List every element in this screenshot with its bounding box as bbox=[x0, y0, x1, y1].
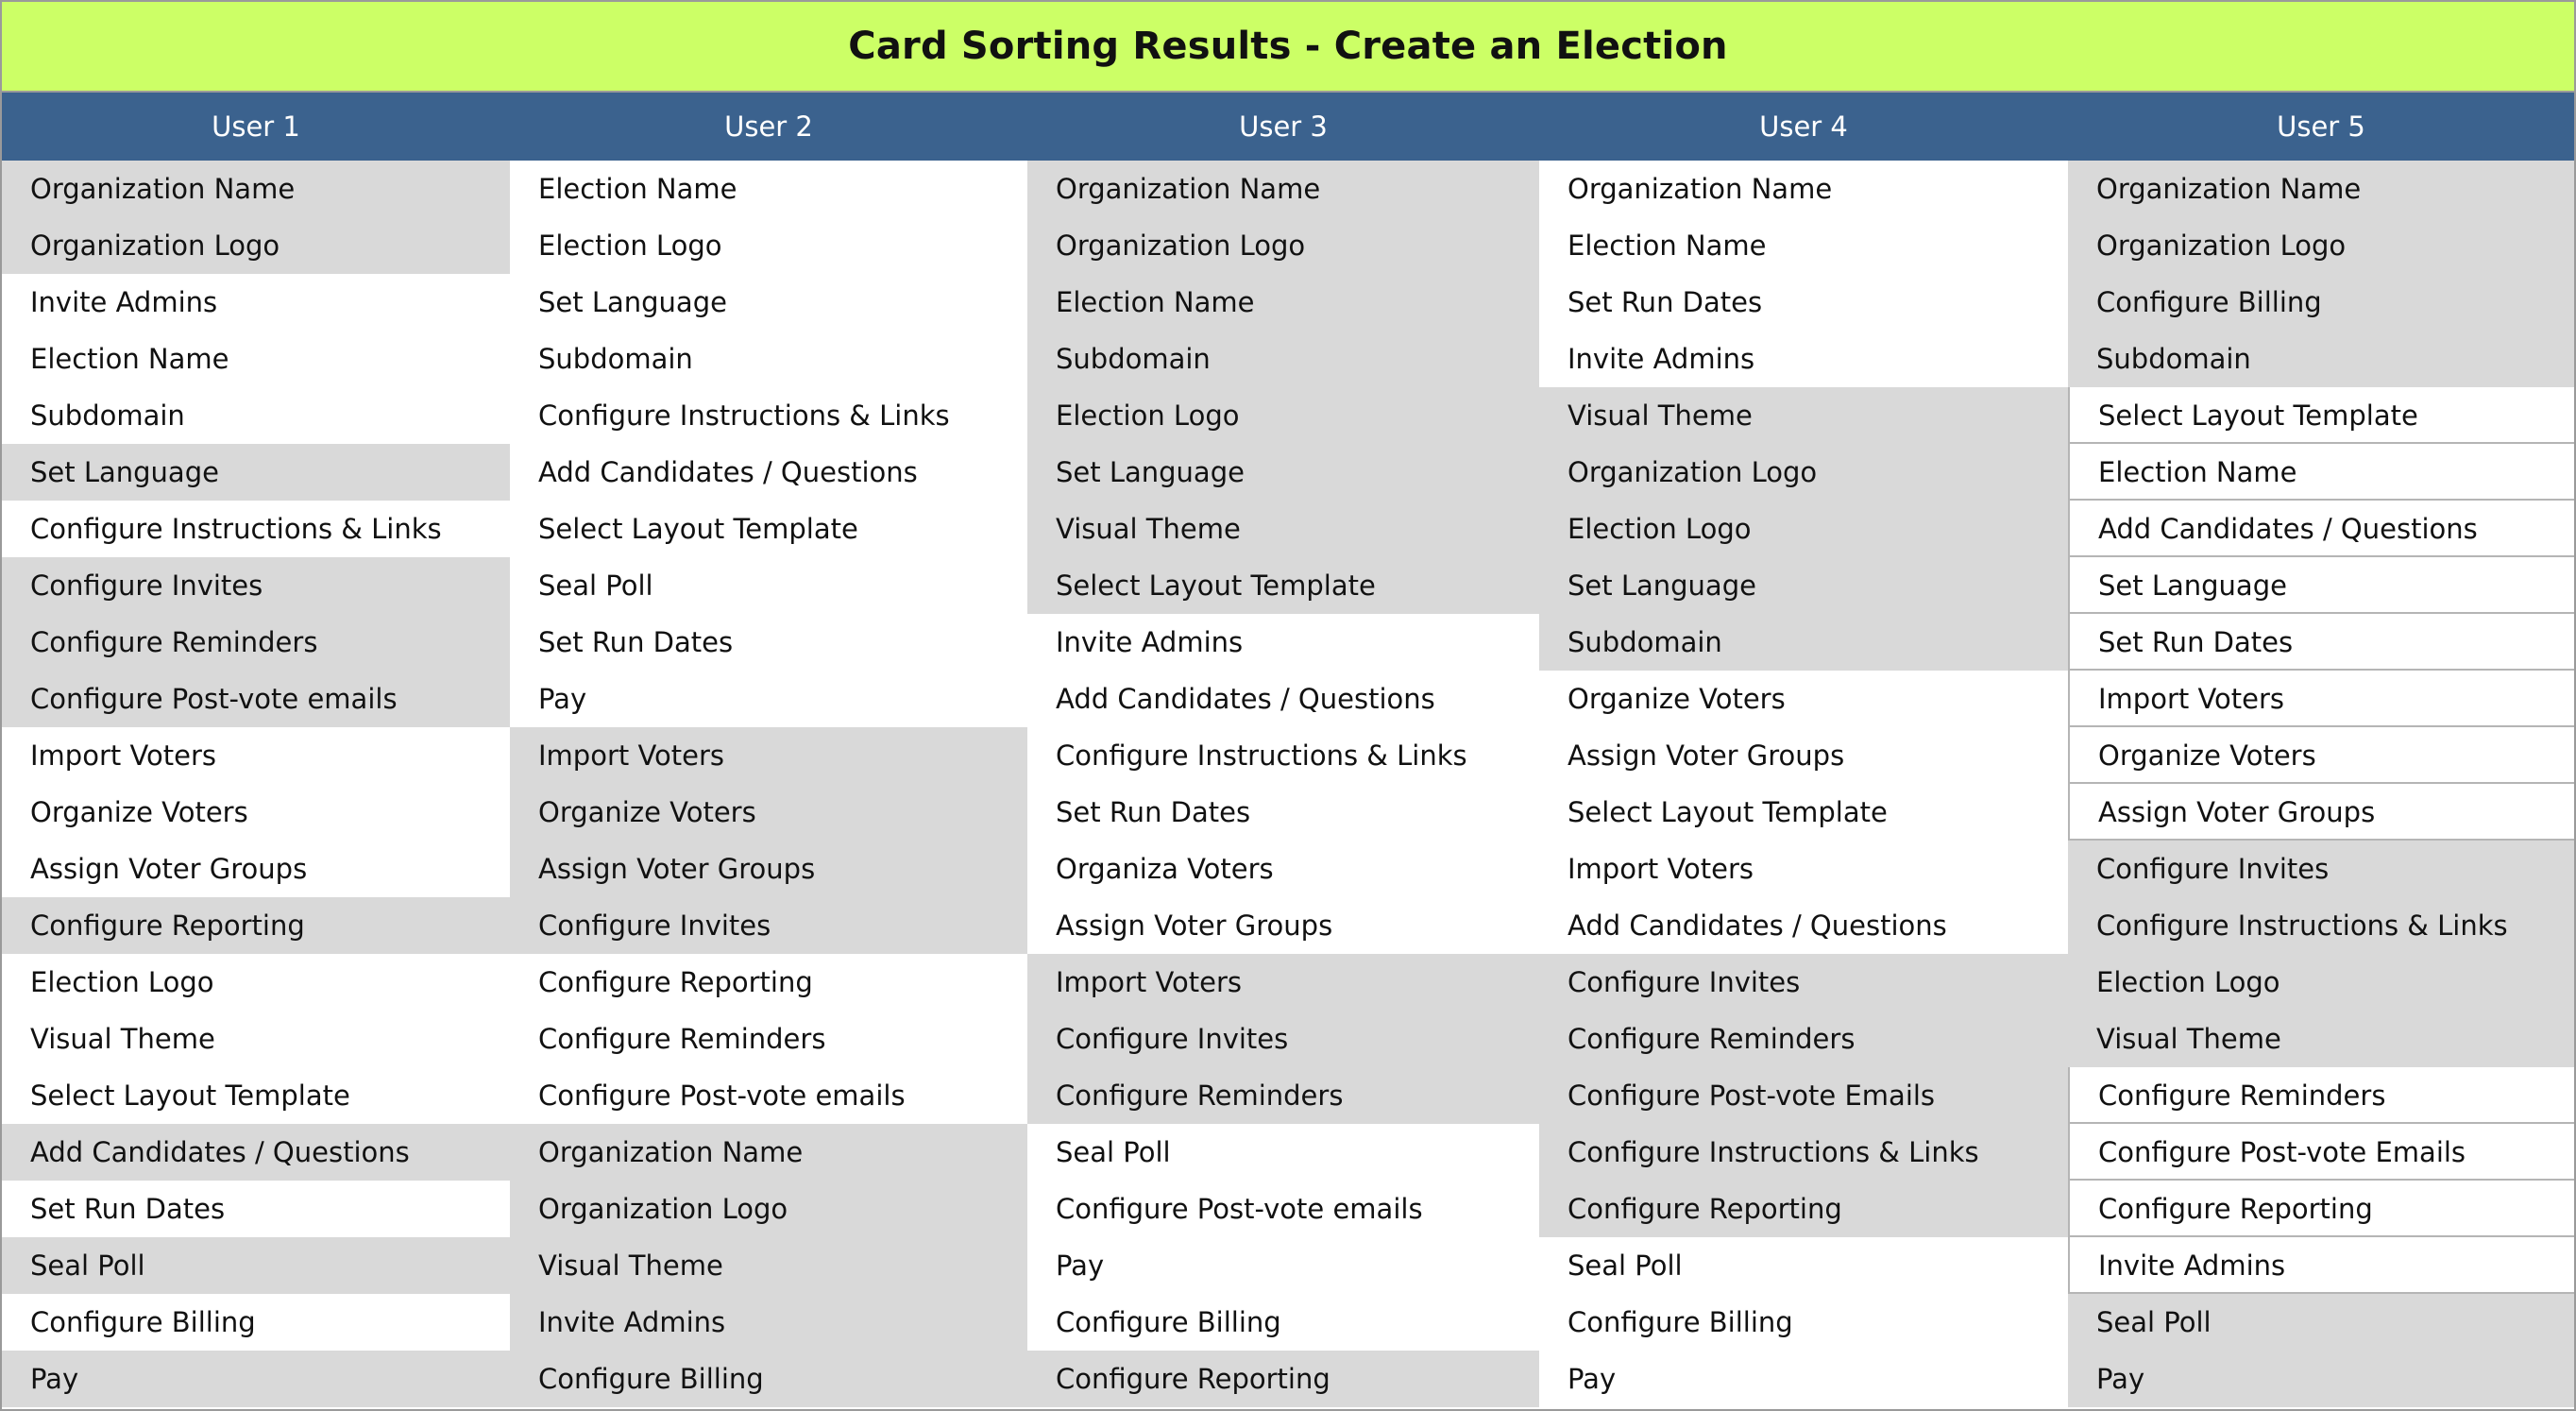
card-cell: Organization Name bbox=[2, 161, 510, 217]
card-cell: Configure Invites bbox=[2, 557, 510, 614]
card-cell: Assign Voter Groups bbox=[2, 841, 510, 897]
card-cell: Seal Poll bbox=[2, 1237, 510, 1294]
card-cell: Seal Poll bbox=[1539, 1237, 2068, 1294]
card-cell: Visual Theme bbox=[1027, 501, 1539, 557]
column-header-user-5: User 5 bbox=[2277, 110, 2365, 143]
card-cell: Set Language bbox=[2068, 557, 2574, 614]
card-cell: Election Logo bbox=[1539, 501, 2068, 557]
card-cell: Select Layout Template bbox=[2, 1067, 510, 1124]
card-cell: Organization Logo bbox=[510, 1181, 1027, 1237]
card-cell: Set Language bbox=[2, 444, 510, 501]
results-grid bbox=[2, 161, 2574, 1407]
card-cell: Configure Invites bbox=[1539, 954, 2068, 1011]
card-cell: Configure Instructions & Links bbox=[1539, 1124, 2068, 1181]
card-cell: Add Candidates / Questions bbox=[2, 1124, 510, 1181]
card-cell: Configure Reminders bbox=[1539, 1011, 2068, 1067]
card-cell: Add Candidates / Questions bbox=[1539, 897, 2068, 954]
card-cell: Configure Post-vote emails bbox=[510, 1067, 1027, 1124]
column-header-user-1: User 1 bbox=[212, 110, 300, 143]
card-cell: Visual Theme bbox=[2068, 1011, 2574, 1067]
card-cell: Visual Theme bbox=[1539, 387, 2068, 444]
card-cell: Import Voters bbox=[1539, 841, 2068, 897]
card-cell: Subdomain bbox=[2068, 331, 2574, 387]
card-cell: Configure Reporting bbox=[2, 897, 510, 954]
card-cell: Invite Admins bbox=[2, 274, 510, 331]
card-cell: Configure Reminders bbox=[510, 1011, 1027, 1067]
card-cell: Assign Voter Groups bbox=[2068, 784, 2574, 841]
card-cell: Election Name bbox=[1539, 217, 2068, 274]
card-cell: Add Candidates / Questions bbox=[510, 444, 1027, 501]
card-cell: Configure Reporting bbox=[1027, 1351, 1539, 1407]
card-cell: Assign Voter Groups bbox=[510, 841, 1027, 897]
card-cell: Configure Reminders bbox=[2, 614, 510, 671]
card-cell: Set Run Dates bbox=[2068, 614, 2574, 671]
card-cell: Configure Instructions & Links bbox=[510, 387, 1027, 444]
column-header-user-4: User 4 bbox=[1759, 110, 1848, 143]
card-cell: Organize Voters bbox=[2, 784, 510, 841]
card-cell: Select Layout Template bbox=[1539, 784, 2068, 841]
card-cell: Configure Post-vote Emails bbox=[1539, 1067, 2068, 1124]
card-cell: Configure Reporting bbox=[1539, 1181, 2068, 1237]
card-cell: Configure Post-vote emails bbox=[1027, 1181, 1539, 1237]
card-cell: Import Voters bbox=[2, 727, 510, 784]
card-cell: Subdomain bbox=[1539, 614, 2068, 671]
card-cell: Election Logo bbox=[1027, 387, 1539, 444]
card-cell: Subdomain bbox=[510, 331, 1027, 387]
card-cell: Configure Instructions & Links bbox=[1027, 727, 1539, 784]
card-cell: Configure Billing bbox=[2, 1294, 510, 1351]
card-cell: Pay bbox=[2, 1351, 510, 1407]
card-cell: Organization Logo bbox=[1027, 217, 1539, 274]
card-cell: Organization Name bbox=[510, 1124, 1027, 1181]
card-cell: Pay bbox=[510, 671, 1027, 727]
card-cell: Organize Voters bbox=[2068, 727, 2574, 784]
card-cell: Visual Theme bbox=[2, 1011, 510, 1067]
card-cell: Subdomain bbox=[2, 387, 510, 444]
card-cell: Set Run Dates bbox=[1027, 784, 1539, 841]
column-header-user-3: User 3 bbox=[1239, 110, 1328, 143]
card-cell: Seal Poll bbox=[2068, 1294, 2574, 1351]
card-cell: Configure Instructions & Links bbox=[2068, 897, 2574, 954]
card-cell: Configure Invites bbox=[2068, 841, 2574, 897]
column-user-2 bbox=[510, 161, 1027, 1407]
card-cell: Set Language bbox=[1539, 557, 2068, 614]
card-cell: Import Voters bbox=[2068, 671, 2574, 727]
card-cell: Organization Logo bbox=[2068, 217, 2574, 274]
card-cell: Pay bbox=[1027, 1237, 1539, 1294]
card-cell: Organization Name bbox=[2068, 161, 2574, 217]
card-cell: Configure Post-vote Emails bbox=[2068, 1124, 2574, 1181]
card-cell: Configure Instructions & Links bbox=[2, 501, 510, 557]
card-cell: Assign Voter Groups bbox=[1027, 897, 1539, 954]
card-cell: Set Run Dates bbox=[1539, 274, 2068, 331]
card-cell: Configure Reporting bbox=[2068, 1181, 2574, 1237]
card-cell: Select Layout Template bbox=[510, 501, 1027, 557]
card-cell: Subdomain bbox=[1027, 331, 1539, 387]
card-cell: Election Name bbox=[1027, 274, 1539, 331]
page-title: Card Sorting Results - Create an Election bbox=[848, 25, 1728, 68]
card-cell: Invite Admins bbox=[510, 1294, 1027, 1351]
card-cell: Invite Admins bbox=[1539, 331, 2068, 387]
card-cell: Set Run Dates bbox=[2, 1181, 510, 1237]
card-cell: Configure Billing bbox=[1539, 1294, 2068, 1351]
card-cell: Configure Billing bbox=[510, 1351, 1027, 1407]
card-cell: Organization Name bbox=[1027, 161, 1539, 217]
card-cell: Election Logo bbox=[2068, 954, 2574, 1011]
column-user-5 bbox=[2068, 161, 2574, 1407]
card-cell: Election Name bbox=[2068, 444, 2574, 501]
card-cell: Set Language bbox=[510, 274, 1027, 331]
card-cell: Set Language bbox=[1027, 444, 1539, 501]
card-cell: Election Name bbox=[2, 331, 510, 387]
card-cell: Configure Post-vote emails bbox=[2, 671, 510, 727]
header-row bbox=[2, 93, 2574, 161]
card-cell: Configure Reminders bbox=[2068, 1067, 2574, 1124]
card-cell: Pay bbox=[1539, 1351, 2068, 1407]
card-cell: Organiza Voters bbox=[1027, 841, 1539, 897]
card-cell: Invite Admins bbox=[2068, 1237, 2574, 1294]
card-cell: Configure Billing bbox=[1027, 1294, 1539, 1351]
card-cell: Seal Poll bbox=[1027, 1124, 1539, 1181]
card-cell: Invite Admins bbox=[1027, 614, 1539, 671]
card-cell: Organize Voters bbox=[1539, 671, 2068, 727]
card-cell: Configure Reporting bbox=[510, 954, 1027, 1011]
card-cell: Election Name bbox=[510, 161, 1027, 217]
card-cell: Visual Theme bbox=[510, 1237, 1027, 1294]
card-cell: Election Logo bbox=[2, 954, 510, 1011]
card-cell: Add Candidates / Questions bbox=[2068, 501, 2574, 557]
card-cell: Seal Poll bbox=[510, 557, 1027, 614]
column-user-3 bbox=[1027, 161, 1539, 1407]
card-cell: Add Candidates / Questions bbox=[1027, 671, 1539, 727]
card-cell: Set Run Dates bbox=[510, 614, 1027, 671]
card-cell: Import Voters bbox=[510, 727, 1027, 784]
card-cell: Organization Logo bbox=[1539, 444, 2068, 501]
column-user-4 bbox=[1539, 161, 2068, 1407]
card-cell: Organize Voters bbox=[510, 784, 1027, 841]
card-cell: Select Layout Template bbox=[2068, 387, 2574, 444]
card-cell: Organization Name bbox=[1539, 161, 2068, 217]
card-cell: Select Layout Template bbox=[1027, 557, 1539, 614]
title-bar bbox=[2, 2, 2574, 93]
card-cell: Configure Invites bbox=[510, 897, 1027, 954]
card-cell: Configure Invites bbox=[1027, 1011, 1539, 1067]
card-cell: Assign Voter Groups bbox=[1539, 727, 2068, 784]
card-cell: Configure Billing bbox=[2068, 274, 2574, 331]
card-cell: Organization Logo bbox=[2, 217, 510, 274]
column-user-1 bbox=[2, 161, 510, 1407]
card-cell: Configure Reminders bbox=[1027, 1067, 1539, 1124]
card-cell: Election Logo bbox=[510, 217, 1027, 274]
column-header-user-2: User 2 bbox=[724, 110, 813, 143]
card-cell: Pay bbox=[2068, 1351, 2574, 1407]
card-cell: Import Voters bbox=[1027, 954, 1539, 1011]
